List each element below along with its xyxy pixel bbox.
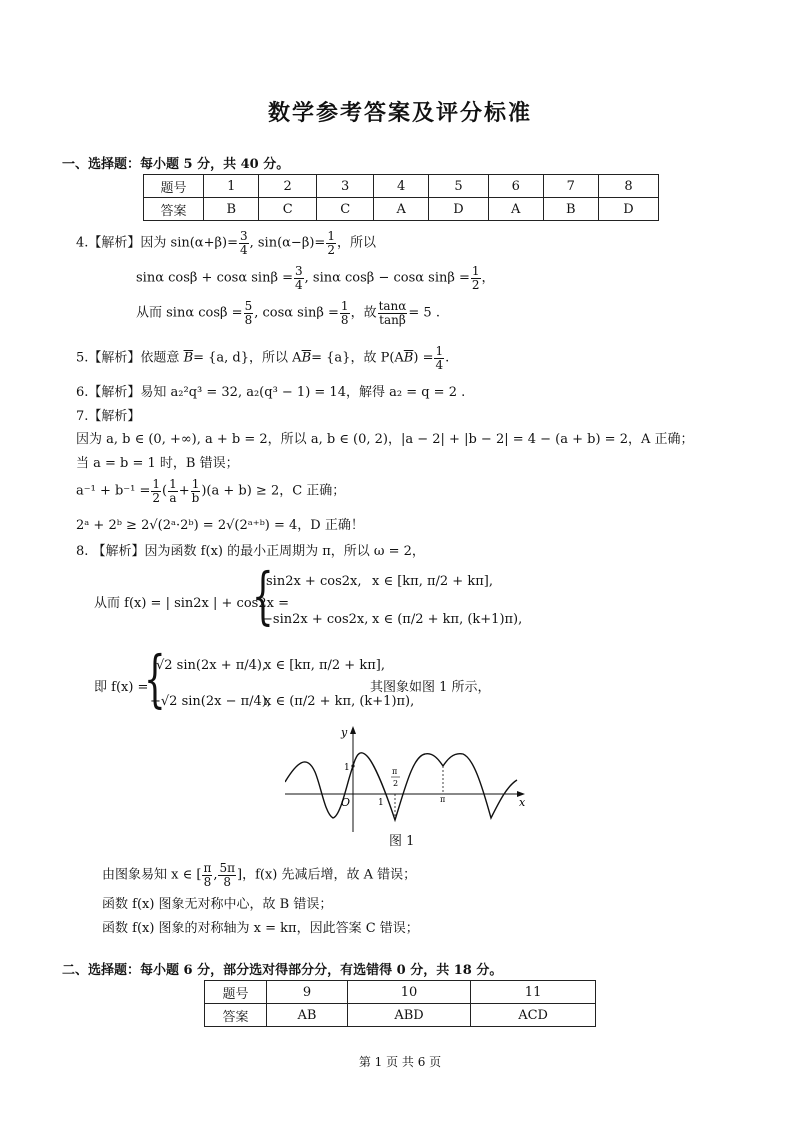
numerator: 1 <box>340 299 349 313</box>
table-cell: 8 <box>598 175 658 198</box>
table-cell: C <box>316 198 373 221</box>
table-cell: D <box>428 198 488 221</box>
q7-line-4: 2ᵃ + 2ᵇ ≥ 2√(2ᵃ·2ᵇ) = 2√(2ᵃ⁺ᵇ) = 4，D 正确！ <box>76 518 364 533</box>
denominator: 2 <box>152 490 161 505</box>
numerator: π <box>203 861 212 875</box>
denominator: tanβ <box>379 312 406 327</box>
table-cell: 10 <box>347 981 470 1004</box>
q8-line-3-post: 其图象如图 1 所示， <box>370 680 491 695</box>
q7-text: a⁻¹ + b⁻¹ = <box>76 483 151 499</box>
q6-label: 6.【解析】 <box>76 385 141 400</box>
table-cell: 7 <box>543 175 598 198</box>
table-cell: 题号 <box>205 981 267 1004</box>
page-footer: 第 1 页 共 6 页 <box>358 1055 442 1069</box>
q8-line-5: 函数 f(x) 图象无对称中心，故 B 错误； <box>102 897 333 912</box>
table-row <box>205 1004 596 1027</box>
q4-text: , cosα sinβ = <box>254 305 339 321</box>
q4-text: , sin(α−β)= <box>249 235 326 251</box>
q4-text: 因为 sin(α+β)= <box>140 235 238 251</box>
table-cell: ABD <box>347 1004 470 1027</box>
section-2-heading: 二、选择题：每小题 6 分，部分选对得部分分，有选错得 0 分，共 18 分。 <box>62 963 503 978</box>
table-cell: ACD <box>471 1004 596 1027</box>
brace: { <box>252 559 274 632</box>
y-axis-label: y <box>341 726 348 739</box>
table-cell: D <box>598 198 658 221</box>
x-axis-label: x <box>519 796 525 809</box>
denominator: b <box>191 490 200 505</box>
denominator: 4 <box>435 357 444 372</box>
q5-text: = {a}，故 P(A <box>311 350 404 366</box>
b-complement: $\overline{B}$ <box>403 350 414 366</box>
answer-table-1 <box>143 174 659 221</box>
fraction <box>239 230 249 256</box>
table-cell: 1 <box>204 175 259 198</box>
table-cell: A <box>374 198 429 221</box>
q8-text: 由图象易知 x ∈ [ <box>102 867 202 883</box>
q5-text: 依题意 <box>140 350 180 366</box>
q8-case-2b-domain: x ∈ (π/2 + kπ, (k+1)π), <box>264 694 415 709</box>
numerator: 5 <box>244 299 253 313</box>
q8-case-2a: √2 sin(2x + π/4), <box>156 658 267 673</box>
fraction <box>294 265 304 291</box>
q4-line-2 <box>136 265 495 291</box>
numerator: 1 <box>152 477 161 491</box>
q4-text: ，故 <box>350 305 377 321</box>
numerator: 1 <box>327 229 335 243</box>
q8-line-6: 函数 f(x) 图象的对称轴为 x = kπ，因此答案 C 错误； <box>102 921 419 936</box>
q7-line-3 <box>76 478 345 504</box>
q8-case-1b: −sin2x + cos2x, <box>262 612 369 627</box>
denominator: 8 <box>203 874 212 889</box>
denominator: 4 <box>295 277 303 292</box>
q5-line <box>76 345 449 371</box>
table-cell: 9 <box>267 981 348 1004</box>
numerator: 1 <box>471 264 480 278</box>
denominator: 4 <box>239 242 248 257</box>
q8-text: ]，f(x) 先减后增，故 A 错误； <box>237 867 417 883</box>
q8-text: , <box>213 867 218 883</box>
tick-label-pi-half-bottom: 2 <box>393 779 399 788</box>
q7-text: )(a + b) ≥ 2，C 正确； <box>201 483 346 499</box>
q8-case-1a-domain: x ∈ [kπ, π/2 + kπ], <box>372 574 493 589</box>
table-row <box>144 198 659 221</box>
table-cell: 答案 <box>205 1004 267 1027</box>
table-cell: 11 <box>471 981 596 1004</box>
q8-case-2b: −√2 sin(2x − π/4), <box>150 694 272 709</box>
table-cell: 2 <box>259 175 316 198</box>
origin-label: O <box>341 796 351 809</box>
table-cell: A <box>488 198 543 221</box>
q4-text: sinα cosβ + cosα sinβ = <box>136 270 293 286</box>
page-title: 数学参考答案及评分标准 <box>267 100 532 126</box>
q8-text: 因为函数 f(x) 的最小正周期为 π，所以 ω = 2， <box>144 544 425 559</box>
q7-label: 7.【解析】 <box>76 409 141 424</box>
q7-text: ( <box>162 483 168 499</box>
q8-line-2-lhs: 从而 f(x) = | sin2x | + cos2x = <box>94 596 289 611</box>
fraction <box>471 265 481 291</box>
numerator: 1 <box>169 477 177 491</box>
numerator: 1 <box>435 344 444 358</box>
q8-label: 8. 【解析】 <box>76 544 145 559</box>
fraction <box>218 862 236 888</box>
table-cell: 5 <box>428 175 488 198</box>
q8-case-2a-domain: x ∈ [kπ, π/2 + kπ], <box>264 658 385 673</box>
figure-caption: 图 1 <box>389 834 415 849</box>
fraction <box>151 478 161 504</box>
denominator: 8 <box>244 312 253 327</box>
q7-line-2: 当 a = b = 1 时，B 错误； <box>76 456 239 471</box>
numerator: 5π <box>219 861 235 875</box>
q7-text: + <box>178 483 190 499</box>
tick-label-pi: π <box>440 795 446 804</box>
b-complement: $\overline{B}$ <box>301 350 312 366</box>
table-row <box>205 981 596 1004</box>
table-cell: B <box>543 198 598 221</box>
denominator: 2 <box>327 242 335 257</box>
q4-text: 从而 sinα cosβ = <box>136 305 243 321</box>
denominator: a <box>169 490 177 505</box>
numerator: 3 <box>295 264 303 278</box>
q6-line <box>76 381 465 400</box>
q4-text: ，所以 <box>336 235 376 251</box>
curve <box>285 753 517 820</box>
table-cell: B <box>204 198 259 221</box>
table-cell: 答案 <box>144 198 204 221</box>
brace: { <box>144 642 166 715</box>
fraction <box>378 300 408 326</box>
tick-label-y-one: 1 <box>344 763 350 773</box>
section-1-heading: 一、选择题：每小题 5 分，共 40 分。 <box>62 157 290 172</box>
denominator: 8 <box>223 874 232 889</box>
numerator: 3 <box>239 229 248 243</box>
answer-table-2 <box>204 980 596 1027</box>
numerator: tanα <box>378 299 407 313</box>
q8-case-1b-domain: x ∈ (π/2 + kπ, (k+1)π), <box>372 612 523 627</box>
q4-text: ， <box>481 270 495 286</box>
q8-line-3-lhs: 即 f(x) = <box>94 680 149 695</box>
y-intercept-point <box>351 764 354 767</box>
numerator: 1 <box>191 477 200 491</box>
function-graph <box>285 722 525 832</box>
q7-line-1: 因为 a, b ∈ (0, +∞), a + b = 2，所以 a, b ∈ (0, 2)，|a − 2| + |b − 2| = 4 − (a + b) = 2，A 正确； <box>76 432 694 447</box>
q8-line-1 <box>76 540 425 559</box>
y-axis-arrow <box>350 726 356 734</box>
b-complement: $\overline{B}$ <box>183 350 194 366</box>
q8-case-1a: sin2x + cos2x, <box>266 574 362 589</box>
q4-line-3 <box>136 300 440 326</box>
q4-line-1 <box>76 230 376 256</box>
tick-label-pi-half-top: π <box>392 767 398 776</box>
q5-text: ) = <box>413 350 434 366</box>
q4-text: , sinα cosβ − cosα sinβ = <box>304 270 470 286</box>
table-row <box>144 175 659 198</box>
table-cell: AB <box>267 1004 348 1027</box>
table-cell: 题号 <box>144 175 204 198</box>
tick-label-x-one: 1 <box>378 798 384 808</box>
denominator: 8 <box>340 312 349 327</box>
denominator: 2 <box>471 277 480 292</box>
fraction <box>191 478 201 504</box>
q5-text: = {a, d}，所以 A <box>193 350 302 366</box>
table-cell: 6 <box>488 175 543 198</box>
fraction <box>244 300 254 326</box>
q4-text: = 5 . <box>408 305 440 321</box>
q6-text: 易知 a₂²q³ = 32, a₂(q³ − 1) = 14，解得 a₂ = q = 2 . <box>140 385 466 400</box>
q8-line-4 <box>102 862 416 888</box>
q5-label: 5.【解析】 <box>76 350 141 366</box>
table-cell: C <box>259 198 316 221</box>
fraction <box>202 862 212 888</box>
q4-label: 4.【解析】 <box>76 235 141 251</box>
table-cell: 4 <box>374 175 429 198</box>
fraction <box>168 478 178 504</box>
q5-text: . <box>445 350 450 366</box>
fraction <box>326 230 336 256</box>
fraction <box>340 300 350 326</box>
fraction <box>434 345 444 371</box>
table-cell: 3 <box>316 175 373 198</box>
